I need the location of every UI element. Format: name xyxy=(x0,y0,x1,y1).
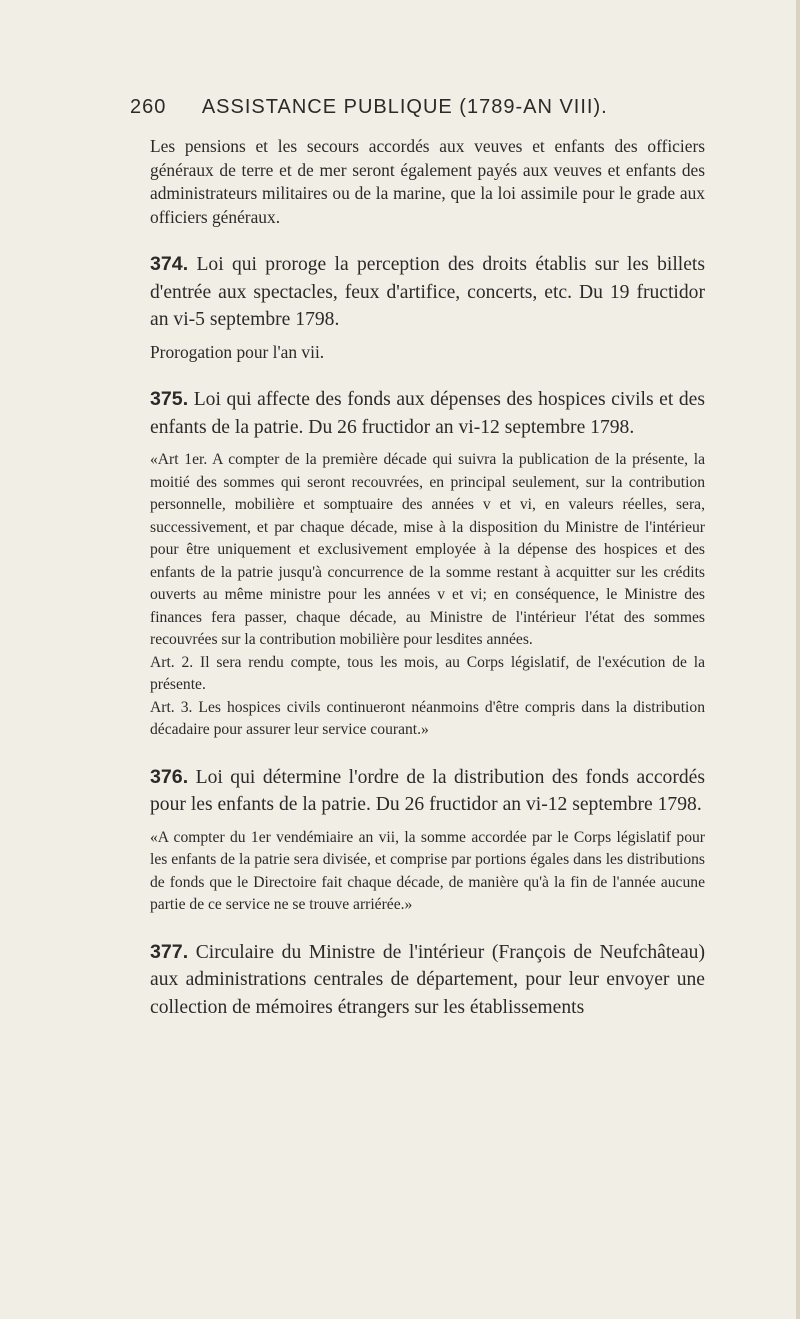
section-number: 376. xyxy=(150,765,189,788)
page-number: 260 xyxy=(130,96,167,118)
section-paragraph: Art. 2. Il sera rendu compte, tous les mois, au Corps législatif, de l'exécution de la présente. xyxy=(150,653,705,694)
section-number: 375. xyxy=(150,388,189,411)
page-edge-shadow xyxy=(796,0,800,1319)
section-375 xyxy=(150,386,705,742)
section-377 xyxy=(150,939,705,1022)
section-title: Loi qui détermine l'ordre de la distribution des fonds accordés pour les enfants de la patrie. Du 26 fructidor an vi-12 septembre 1798. xyxy=(150,766,705,816)
section-heading xyxy=(150,764,705,819)
section-paragraph: «A compter du 1er vendémiaire an vii, la somme accordée par le Corps législatif pour les enfants de la patrie sera divisée, et comprise par portions égales dans les distributions de fonds que le Directoire fait chaque décade, de manière qu'à la fin de l'année aucune partie de ce service ne se trouve arriérée.» xyxy=(150,828,705,914)
section-number: 377. xyxy=(150,940,189,963)
section-heading xyxy=(150,251,705,334)
intro-paragraph: Les pensions et les secours accordés aux veuves et enfants des officiers généraux de terre et de mer seront également payés aux veuves et enfants des administrateurs militaires ou de la marine, que la loi assimile pour le grade aux officiers généraux. xyxy=(150,136,705,227)
section-title: Circulaire du Ministre de l'intérieur (François de Neufchâteau) aux administrations centrales de département, pour leur envoyer une collection de mémoires étrangers sur les établissements xyxy=(150,941,705,1018)
section-paragraph: «Art 1er. A compter de la première décade qui suivra la publication de la présente, la moitié des sommes qui seront recouvrées, en principal seulement, sur la contribution personnelle, mobilière et somptuaire des années v et vi, en valeurs réelles, sera, successivement, et par chaque décade, mise à la disposition du Ministre de l'intérieur pour être uniquement et exclusivement employée à la dépense des hospices et des enfants de la patrie jusqu'à concurrence de la somme restant à acquitter sur les crédits ouverts au même ministre pour les années v et vi; en conséquence, le Ministre des finances fera passer, chaque décade, au Ministre de l'intérieur l'état des sommes recouvrées sur la contribution mobilière pour lesdites années. xyxy=(150,451,705,649)
section-376 xyxy=(150,764,705,917)
section-paragraph: Art. 3. Les hospices civils continueront néanmoins d'être compris dans la distribution décadaire pour assurer leur service courant.» xyxy=(150,698,705,739)
section-paragraph: Prorogation pour l'an vii. xyxy=(150,341,325,362)
section-374 xyxy=(150,251,705,364)
document-page xyxy=(130,96,705,1021)
section-title: Loi qui affecte des fonds aux dépenses des hospices civils et des enfants de la patrie. Du 26 fructidor an vi-12 septembre 1798. xyxy=(150,389,705,438)
section-heading xyxy=(150,386,705,441)
running-title: ASSISTANCE PUBLIQUE (1789-AN VIII). xyxy=(201,96,608,118)
running-header xyxy=(130,96,705,119)
section-title: Loi qui proroge la perception des droits établis sur les billets d'entrée aux spectacles, feux d'artifice, concerts, etc. Du 19 fructidor an vi-5 septembre 1798. xyxy=(150,254,705,331)
section-heading xyxy=(150,939,705,1022)
section-number: 374. xyxy=(150,253,189,276)
